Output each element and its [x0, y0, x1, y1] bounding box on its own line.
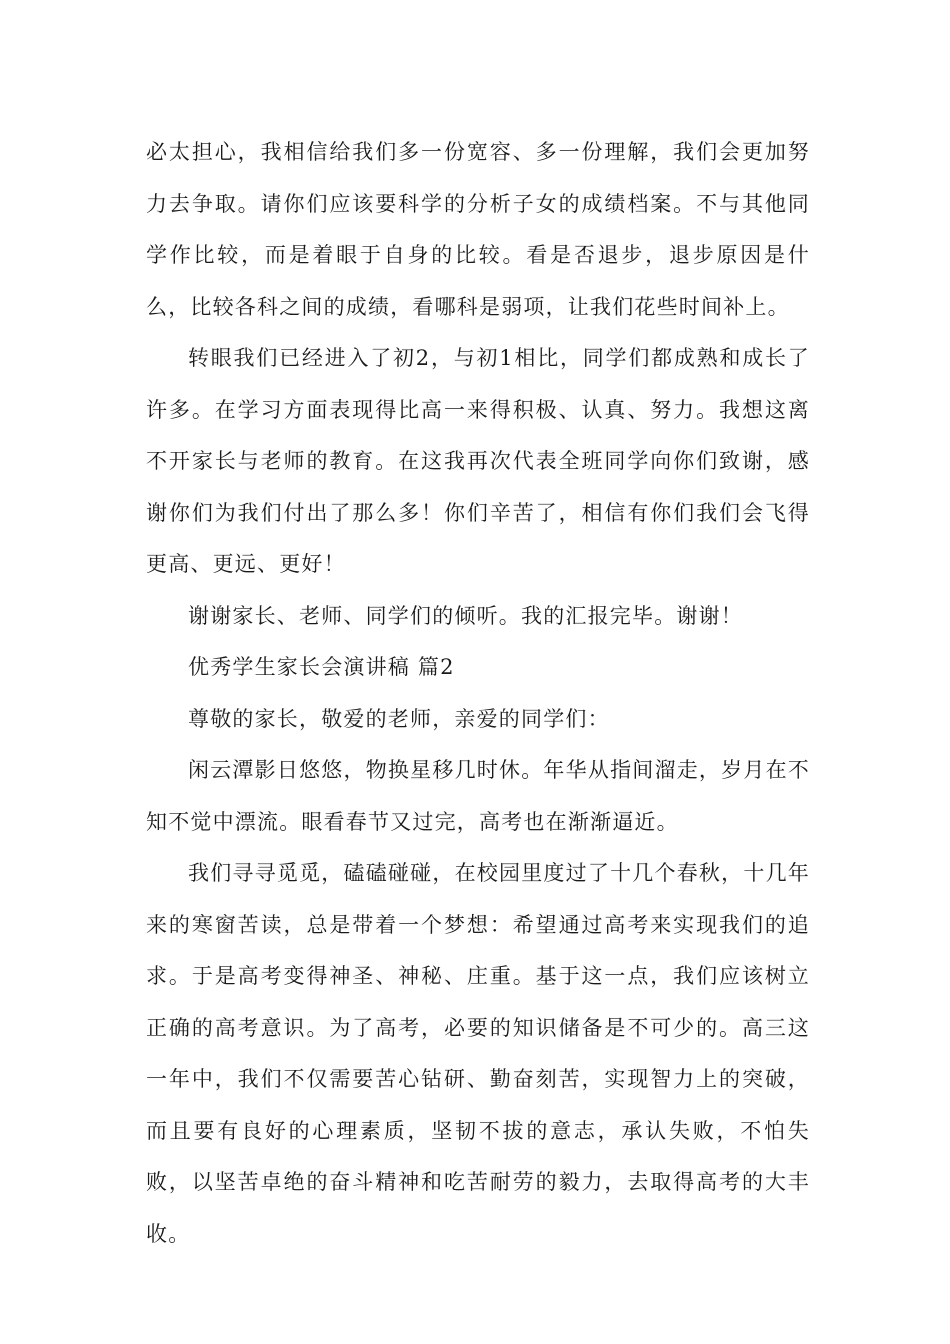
section-title: 优秀学生家长会演讲稿 篇2: [188, 655, 455, 679]
document-body: [146, 127, 810, 1260]
paragraph-opening: 闲云潭影日悠悠，物换星移几时休。年华从指间溜走，岁月在不知不觉中漂流。眼看春节又过完，高考也在渐渐逼近。: [146, 758, 810, 834]
paragraph-thanks: 谢谢家长、老师、同学们的倾听。我的汇报完毕。谢谢！: [188, 603, 743, 628]
paragraph-grade-progress: 转眼我们已经进入了初2，与初1相比，同学们都成熟和成长了许多。在学习方面表现得比高一来得积极、认真、努力。我想这离不开家长与老师的教育。在这我再次代表全班同学向你们致谢，感谢你们为我们付出了那么多！你们辛苦了，相信有你们我们会飞得更高、更远、更好！: [146, 346, 810, 576]
paragraph-exam: 我们寻寻觅觅，磕磕碰碰，在校园里度过了十几个春秋，十几年来的寒窗苦读，总是带着一个梦想：希望通过高考来实现我们的追求。于是高考变得神圣、神秘、庄重。基于这一点，我们应该树立正确的高考意识。为了高考，必要的知识储备是不可少的。高三这一年中，我们不仅需要苦心钻研、勤奋刻苦，实现智力上的突破，而且要有良好的心理素质，坚韧不拔的意志，承认失败，不怕失败，以坚苦卓绝的奋斗精神和吃苦耐劳的毅力，去取得高考的大丰收。: [146, 861, 810, 1246]
salutation: 尊敬的家长，敬爱的老师，亲爱的同学们：: [188, 706, 610, 731]
paragraph-continuation: 必太担心，我相信给我们多一份宽容、多一份理解，我们会更加努力去争取。请你们应该要科学的分析子女的成绩档案。不与其他同学作比较，而是着眼于自身的比较。看是否退步，退步原因是什么，比较各科之间的成绩，看哪科是弱项，让我们花些时间补上。: [146, 140, 810, 319]
